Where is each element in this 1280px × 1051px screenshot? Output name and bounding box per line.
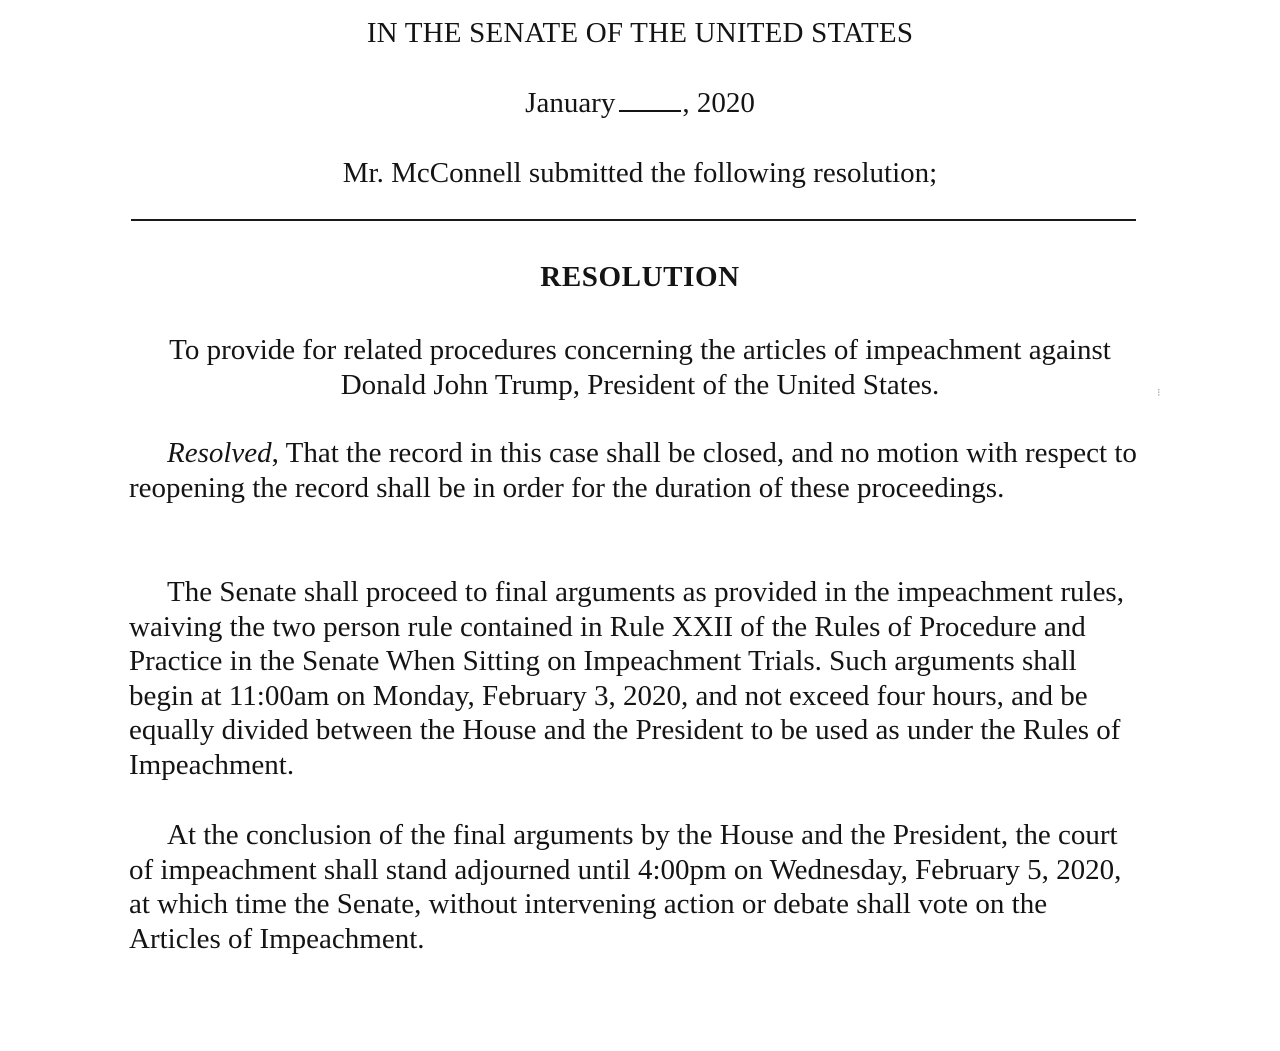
date-line bbox=[0, 86, 1280, 120]
horizontal-rule bbox=[131, 219, 1136, 221]
scan-speck-mark: ⁝ bbox=[1157, 386, 1161, 399]
submitted-by-line: Mr. McConnell submitted the following resolution; bbox=[342, 157, 938, 189]
date-month: January bbox=[525, 87, 616, 119]
date-blank-line bbox=[619, 88, 681, 112]
resolved-word: Resolved bbox=[167, 437, 272, 469]
paragraph-resolved bbox=[129, 436, 1139, 505]
date-year: , 2020 bbox=[682, 87, 755, 119]
resolution-title: RESOLUTION bbox=[540, 261, 740, 293]
paragraph-adjournment-vote: At the conclusion of the final arguments by the House and the President, the court of impeachment shall stand adjourned until 4:00pm on Wednesday, February 5, 2020, at which time the Senate, without intervening action or debate shall vote on the Articles of Impeachment. bbox=[129, 819, 1122, 955]
paragraph-resolved-text: , That the record in this case shall be closed, and no motion with respect to reopening the record shall be in order for the duration of these proceedings. bbox=[129, 437, 1137, 504]
chamber-heading: IN THE SENATE OF THE UNITED STATES bbox=[366, 17, 914, 49]
purpose-statement: To provide for related procedures concerning the articles of impeachment against Donald John Trump, President of the United States. bbox=[169, 334, 1111, 401]
paragraph-final-arguments: The Senate shall proceed to final arguments as provided in the impeachment rules, waiving the two person rule contained in Rule XXII of the Rules of Procedure and Practice in the Senate When Sitting on Impeachment Trials. Such arguments shall begin at 11:00am on Monday, February 3, 2020, and not exceed four hours, and be equally divided between the House and the President to be used as under the Rules of Impeachment. bbox=[129, 576, 1124, 781]
